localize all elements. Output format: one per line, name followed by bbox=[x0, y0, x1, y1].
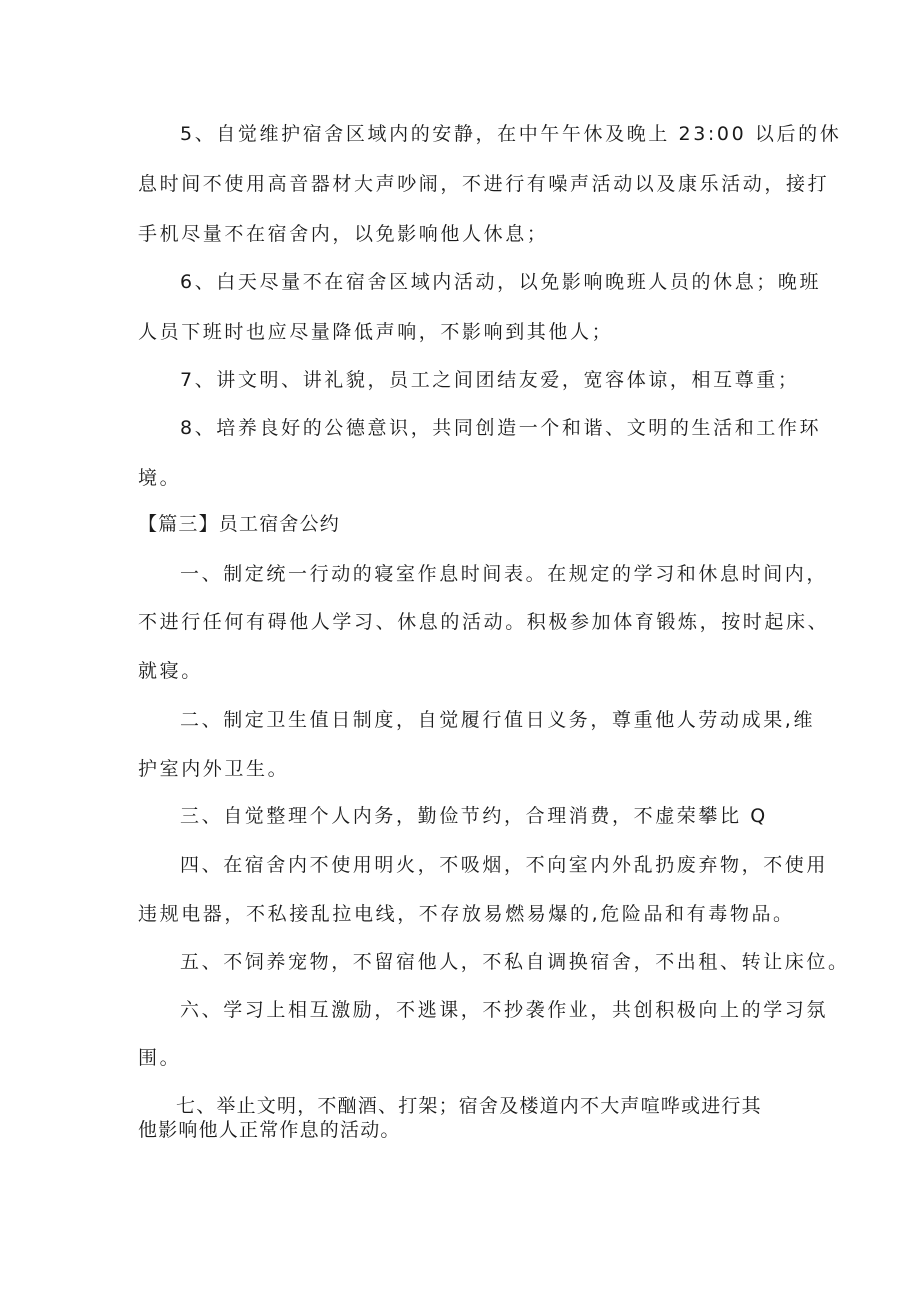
para-5-line-3: 手机尽量不在宿舍内，以免影响他人休息； bbox=[138, 223, 549, 245]
para-8-line-2: 境。 bbox=[138, 467, 182, 489]
para-8-line-1: 8、培养良好的公德意识，共同创造一个和谐、文明的生活和工作环 bbox=[180, 417, 822, 439]
item-1-line-1: 一、制定统一行动的寝室作息时间表。在规定的学习和休息时间内， bbox=[180, 563, 829, 585]
item-1-line-3: 就寝。 bbox=[138, 660, 203, 682]
section-heading: 【篇三】员工宿舍公约 bbox=[138, 513, 341, 535]
para-6-line-2: 人员下班时也应尽量降低声响，不影响到其他人； bbox=[138, 321, 614, 343]
item-6-line-2: 围。 bbox=[138, 1047, 182, 1069]
item-4-line-2: 违规电器，不私接乱拉电线，不存放易燃易爆的,危险品和有毒物品。 bbox=[138, 903, 795, 925]
para-7-line-1: 7、讲文明、讲礼貌，员工之间团结友爱，宽容体谅，相互尊重； bbox=[180, 369, 800, 391]
item-7-line-1: 七、举止文明，不酗酒、打架；宿舍及楼道内不大声喧哗或进行其 bbox=[176, 1095, 762, 1117]
item-1-line-2: 不进行任何有碍他人学习、休息的活动。积极参加体育锻炼，按时起床、 bbox=[138, 611, 830, 633]
item-7-line-2: 他影响他人正常作息的活动。 bbox=[138, 1119, 401, 1141]
item-2-line-2: 护室内外卫生。 bbox=[138, 758, 290, 780]
para-5-line-2: 息时间不使用高音器材大声吵闹，不进行有噪声活动以及康乐活动，接打 bbox=[138, 173, 830, 195]
item-6-line-1: 六、学习上相互激励，不逃课，不抄袭作业，共创积极向上的学习氛 bbox=[180, 999, 829, 1021]
para-6-line-1: 6、白天尽量不在宿舍区域内活动，以免影响晚班人员的休息；晚班 bbox=[180, 271, 822, 293]
item-4-line-1: 四、在宿舍内不使用明火，不吸烟，不向室内外乱扔废弃物，不使用 bbox=[180, 854, 829, 876]
item-2-line-1: 二、制定卫生值日制度，自觉履行值日义务，尊重他人劳动成果,维 bbox=[180, 709, 816, 731]
item-3-line-1: 三、自觉整理个人内务，勤俭节约，合理消费，不虚荣攀比 Q bbox=[180, 805, 768, 827]
item-5-line-1: 五、不饲养宠物，不留宿他人，不私自调换宿舍，不出租、转让床位。 bbox=[180, 951, 850, 973]
para-5-line-1: 5、自觉维护宿舍区域内的安静，在中午午休及晚上 23:00 以后的休 bbox=[180, 123, 842, 145]
